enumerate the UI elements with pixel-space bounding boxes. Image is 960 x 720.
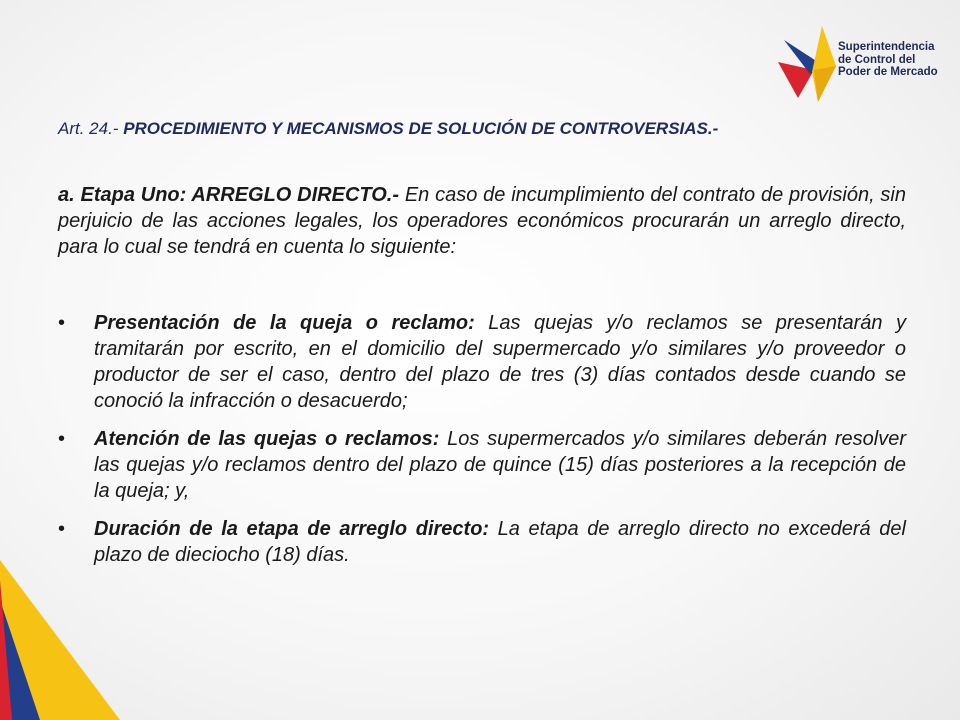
article-heading: PROCEDIMIENTO Y MECANISMOS DE SOLUCIÓN DE CONTROVERSIAS.- <box>123 119 719 138</box>
bullet-marker: • <box>58 428 66 450</box>
article-title <box>58 119 918 139</box>
logo-emblem-icon <box>774 26 838 106</box>
bullet-marker: • <box>58 518 66 540</box>
bullet-lead: Presentación de la queja o reclamo: <box>94 312 475 334</box>
bullet-marker: • <box>58 312 66 334</box>
list-item <box>58 426 906 504</box>
list-item <box>58 516 906 568</box>
logo-line-1: Superintendencia <box>838 41 935 53</box>
bullet-lead: Duración de la etapa de arreglo directo: <box>94 518 490 540</box>
bullet-list <box>58 310 906 580</box>
logo-text <box>838 41 938 79</box>
logo-line-2: de Control del <box>838 53 916 66</box>
intro-paragraph <box>58 182 906 260</box>
bullet-lead: Atención de las quejas o reclamos: <box>94 428 440 450</box>
logo-line-3: Poder de Mercado <box>838 66 938 78</box>
list-item <box>58 310 906 414</box>
article-number: Art. 24.- <box>58 119 124 138</box>
intro-text: En caso de incumplimiento del contrato de provisión, sin perjuicio de las acciones legales, los operadores económicos procurarán un arreglo directo, para lo cual se tendrá en cuenta lo siguiente: <box>58 184 906 258</box>
corner-decoration <box>0 560 120 720</box>
bullet-text: Los supermercados y/o similares deberán resolver las quejas y/o reclamos dentro del plazo de quince (15) días posteriores a la recepción de la queja; y, <box>94 428 906 502</box>
bullet-text: Las quejas y/o reclamos se presentarán y tramitarán por escrito, en el domicilio del supermercado y/o similares y/o proveedor o productor de ser el caso, dentro del plazo de tres (3) días contados desde cuando se conoció la infracción o desacuerdo; <box>94 312 906 412</box>
organization-logo <box>774 26 944 106</box>
bullet-text: La etapa de arreglo directo no excederá del plazo de dieciocho (18) días. <box>94 518 906 566</box>
intro-lead: a. Etapa Uno: ARREGLO DIRECTO.- <box>58 184 400 206</box>
